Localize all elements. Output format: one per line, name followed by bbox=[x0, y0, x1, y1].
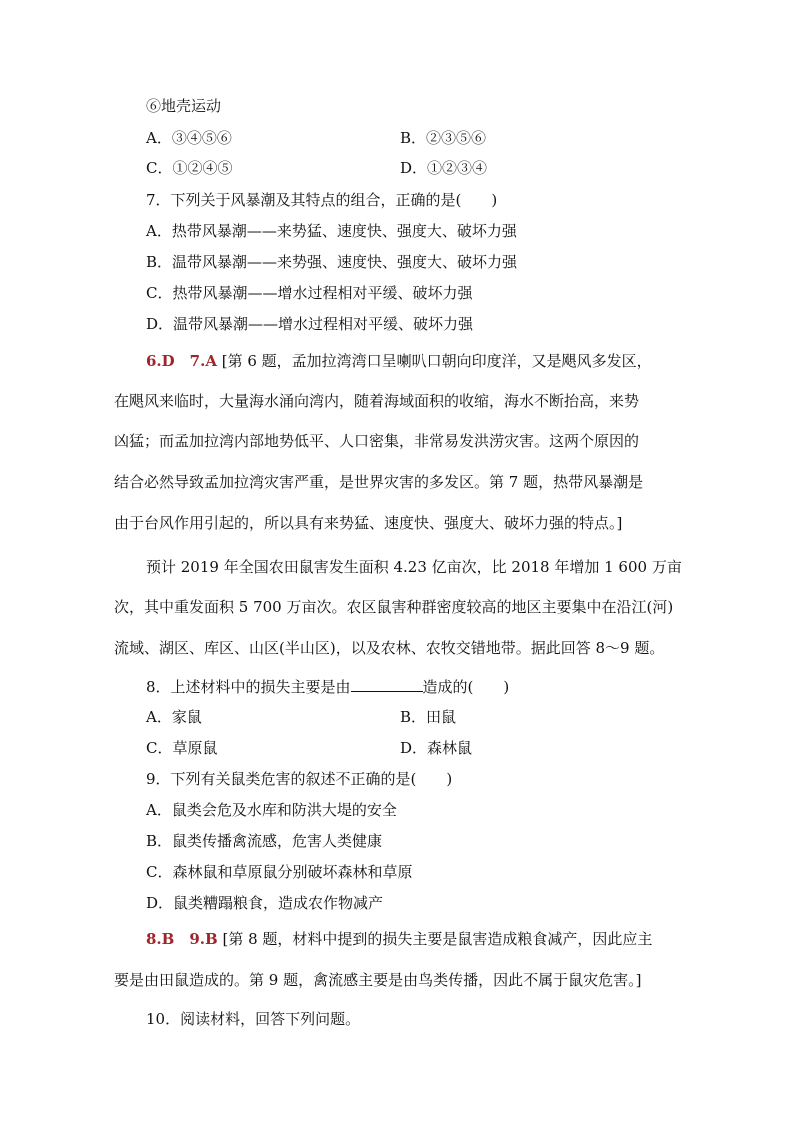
q9-option-c: C．森林鼠和草原鼠分别破坏森林和草原 bbox=[146, 863, 413, 881]
q8-option-c: C．草原鼠 bbox=[146, 739, 218, 757]
q6-option-a: A．③④⑤⑥ bbox=[146, 129, 232, 147]
q6-option-b: B．②③⑤⑥ bbox=[400, 129, 487, 147]
q9-stem: 9．下列有关鼠类危害的叙述不正确的是( ) bbox=[146, 770, 453, 788]
q8-blank bbox=[351, 676, 423, 692]
q8-stem-part-1: 8．上述材料中的损失主要是由 bbox=[146, 678, 351, 696]
answer-6-7-line-5: 由于台风作用引起的，所以具有来势猛、速度快、强度大、破坏力强的特点。] bbox=[114, 514, 623, 532]
q8-stem bbox=[146, 676, 509, 697]
q8-option-d: D．森林鼠 bbox=[400, 739, 473, 757]
answer-6-7-line-1 bbox=[146, 351, 652, 371]
answer-6-7-line-2: 在飓风来临时，大量海水涌向湾内，随着海域面积的收缩，海水不断抬高，来势 bbox=[114, 392, 640, 410]
q10-stem: 10．阅读材料，回答下列问题。 bbox=[146, 1010, 361, 1028]
answer-6-7-line-3: 凶猛；而孟加拉湾内部地势低平、人口密集，非常易发洪涝灾害。这两个原因的 bbox=[114, 432, 640, 450]
q8-stem-part-2: 造成的( ) bbox=[422, 678, 510, 696]
answer-6-7-line-4: 结合必然导致孟加拉湾灾害严重，是世界灾害的多发区。第 7 题，热带风暴潮是 bbox=[114, 473, 644, 491]
q9-option-b: B．鼠类传播禽流感，危害人类健康 bbox=[146, 832, 383, 850]
q6-option-c: C．①②④⑤ bbox=[146, 159, 233, 177]
q7-option-b: B．温带风暴潮——来势强、速度快、强度大、破坏力强 bbox=[146, 253, 518, 271]
q6-item-6: ⑥地壳运动 bbox=[146, 97, 222, 115]
answer-8-9-line-2: 要是由田鼠造成的。第 9 题，禽流感主要是由鸟类传播，因此不属于鼠灾危害。] bbox=[114, 971, 642, 989]
material-line-2: 次，其中重发面积 5 700 万亩次。农区鼠害种群密度较高的地区主要集中在沿江(河) bbox=[114, 598, 674, 616]
q8-option-b: B．田鼠 bbox=[400, 708, 457, 726]
q7-option-d: D．温带风暴潮——增水过程相对平缓、破坏力强 bbox=[146, 315, 474, 333]
q8-option-a: A．家鼠 bbox=[146, 708, 202, 726]
answer-8-9-line-1 bbox=[146, 929, 652, 949]
answer-6-7-text-1: [第 6 题，孟加拉湾湾口呈喇叭口朝向印度洋，又是飓风多发区， bbox=[221, 352, 652, 370]
material-line-1: 预计 2019 年全国农田鼠害发生面积 4.23 亿亩次，比 2018 年增加 1 600 万亩 bbox=[146, 558, 682, 576]
material-line-3: 流域、湖区、库区、山区(半山区)，以及农林、农牧交错地带。据此回答 8～9 题。 bbox=[114, 639, 665, 657]
q7-option-a: A．热带风暴潮——来势猛、速度快、强度大、破坏力强 bbox=[146, 222, 517, 240]
q7-option-c: C．热带风暴潮——增水过程相对平缓、破坏力强 bbox=[146, 284, 473, 302]
answer-8-9-text-1: [第 8 题，材料中提到的损失主要是鼠害造成粮食减产，因此应主 bbox=[222, 930, 653, 948]
answer-key-6-7: 6.D 7.A bbox=[146, 352, 217, 370]
q9-option-a: A．鼠类会危及水库和防洪大堤的安全 bbox=[146, 801, 397, 819]
q6-option-d: D．①②③④ bbox=[400, 159, 488, 177]
answer-key-8-9: 8.B 9.B bbox=[146, 930, 218, 948]
q7-stem: 7．下列关于风暴潮及其特点的组合，正确的是( ) bbox=[146, 191, 498, 209]
q9-option-d: D．鼠类糟蹋粮食，造成农作物减产 bbox=[146, 894, 384, 912]
